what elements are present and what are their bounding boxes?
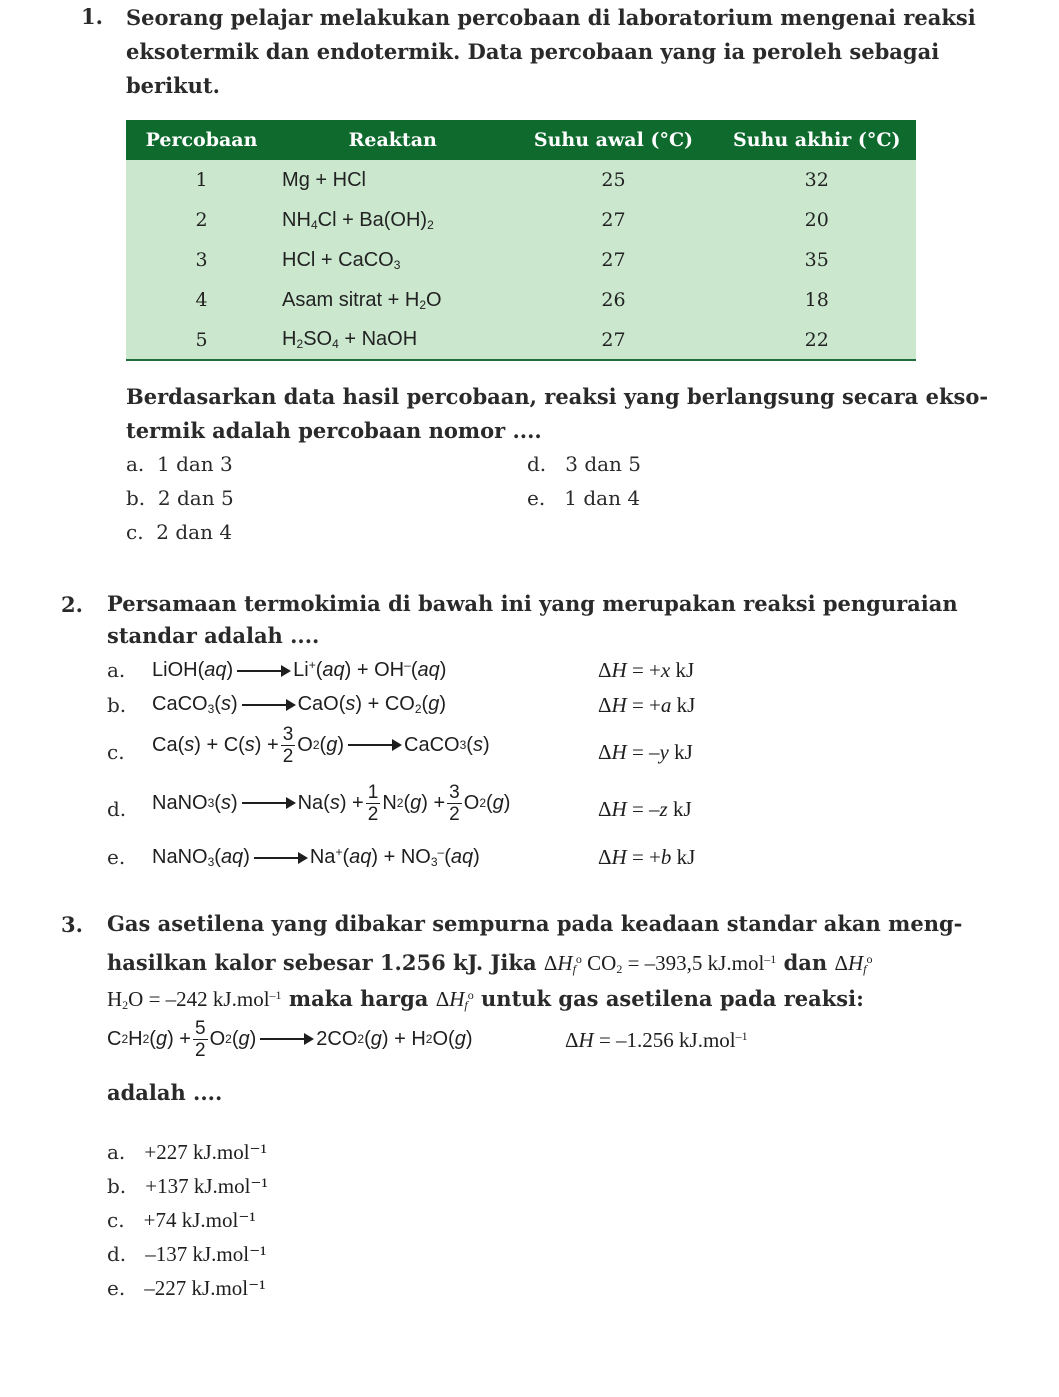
q2-option-b-equation[interactable]: CaCO$_3$(s) $CaO(s) + CO_2(g)$	[152, 693, 447, 716]
cell-awal: 27	[509, 320, 717, 360]
option-label: d.	[107, 1242, 127, 1266]
cell-no: 5	[126, 320, 277, 360]
cell-akhir: 32	[804, 169, 829, 191]
arrow-icon	[237, 670, 289, 672]
q3-option-e[interactable]	[107, 1276, 266, 1301]
q1-option-a[interactable]	[126, 452, 233, 476]
cell-no: 4	[195, 289, 208, 311]
option-text: +227 kJ.mol⁻¹	[144, 1140, 267, 1164]
arrow-icon	[260, 1038, 312, 1040]
q1-option-d[interactable]	[527, 452, 641, 476]
cell-reaktan: $NH_4Cl + Ba(OH)_2$	[282, 208, 434, 232]
header-suhu-akhir: Suhu akhir (°C)	[733, 129, 901, 151]
q1-number: 1.	[81, 4, 103, 29]
option-text: 1 dan 4	[564, 486, 641, 510]
table-row	[126, 200, 916, 240]
option-text: –227 kJ.mol⁻¹	[144, 1276, 266, 1300]
cell-no: 3	[195, 249, 208, 271]
option-label: a.	[107, 1140, 126, 1164]
table-row	[126, 280, 916, 320]
option-label: c.	[126, 520, 144, 544]
q2-option-e-label[interactable]: e.	[107, 845, 126, 869]
option-text: +137 kJ.mol⁻¹	[145, 1174, 268, 1198]
table-row	[126, 240, 916, 280]
cell-no: 2	[195, 209, 208, 231]
option-label: b.	[107, 1174, 127, 1198]
fraction: $\frac{3}{2}$	[449, 781, 460, 825]
table-header-row	[126, 120, 916, 160]
arrow-icon	[242, 704, 294, 706]
q1-option-c[interactable]	[126, 520, 232, 544]
cell-awal: 26	[601, 289, 626, 311]
q2-option-d-label[interactable]: d.	[107, 797, 127, 821]
q2-option-c-dh: ΔH = –y kJ	[598, 740, 693, 764]
q3-number: 3.	[61, 912, 83, 937]
option-label: e.	[107, 1276, 126, 1300]
header-suhu-awal: Suhu awal (°C)	[533, 129, 694, 151]
q2-option-c-equation[interactable]: Ca( s ) + C( s ) + $\frac{3}{2}$ O 2 ( g ) CaCO 3 ( s )	[152, 723, 490, 767]
option-label: d.	[527, 452, 547, 476]
experiment-table	[126, 120, 916, 361]
fraction: $\frac{5}{2}$	[194, 1017, 206, 1061]
q2-option-a-equation[interactable]: LiOH(aq) Li+(aq) + OH–(aq)	[152, 658, 447, 681]
q2-option-b-label[interactable]: b.	[107, 693, 127, 717]
q2-option-d-equation[interactable]: NaNO 3 ( s ) Na( s ) + $\frac{1}{2}$ N 2 ( g ) + $\frac{3}{2}$ O 2 ( g )	[152, 781, 511, 825]
option-label: c.	[107, 1208, 125, 1232]
q3-option-c[interactable]	[107, 1208, 256, 1233]
q3-equation: C 2 H 2 ( g ) + $\frac{5}{2}$ O 2 ( g ) 2CO 2 ( g ) + H 2 O( g )	[107, 1017, 473, 1061]
option-label: a.	[126, 452, 145, 476]
q2-text-line1: Persamaan termokimia di bawah ini yang merupakan reaksi penguraian	[107, 591, 958, 616]
q3-option-a[interactable]	[107, 1140, 267, 1165]
arrow-icon	[348, 744, 400, 746]
cell-reaktan: $H_2SO_4$ + NaOH	[277, 320, 509, 360]
q3-equation-dh: ΔH = –1.256 kJ.mol$^{-1}$	[565, 1028, 748, 1052]
q1-question-line1: Berdasarkan data hasil percobaan, reaksi yang berlangsung secara ekso-	[126, 384, 989, 409]
option-text: –137 kJ.mol⁻¹	[145, 1242, 267, 1266]
q3-option-d[interactable]	[107, 1242, 266, 1267]
q3-text-line1: Gas asetilena yang dibakar sempurna pada keadaan standar akan meng-	[107, 911, 963, 936]
cell-akhir: 20	[804, 209, 829, 231]
fraction: $\frac{3}{2}$	[282, 723, 294, 767]
cell-no: 1	[195, 169, 208, 191]
q3-text-line2: hasilkan kalor sebesar 1.256 kJ. Jika $\Delta H_f^o$ $CO_2 = -393,5$ kJ.mol$^{-1}$ dan $\Delta H_f^o$	[107, 950, 873, 976]
q2-text-line2: standar adalah ....	[107, 623, 320, 648]
option-text: +74 kJ.mol⁻¹	[143, 1208, 256, 1232]
option-text: 2 dan 4	[156, 520, 233, 544]
q2-option-e-equation[interactable]: NaNO$_3$(aq) $Na^+(aq) + NO_3^-(aq)$	[152, 845, 480, 869]
option-text: 1 dan 3	[157, 452, 233, 476]
q1-text-line3: berikut.	[126, 73, 220, 98]
cell-akhir: 18	[804, 289, 829, 311]
q2-option-e-dh: ΔH = +b kJ	[598, 845, 696, 869]
cell-reaktan: HCl + CaCO$_3$	[282, 248, 401, 272]
q3-adalah: adalah ....	[107, 1080, 223, 1105]
q2-option-b-dh: ΔH = +a kJ	[598, 693, 696, 717]
header-reaktan: Reaktan	[348, 129, 437, 151]
q3-option-b[interactable]	[107, 1174, 268, 1199]
cell-reaktan: Mg + HCl	[282, 168, 366, 191]
q2-option-d-dh: ΔH = –z kJ	[598, 797, 692, 821]
q2-number: 2.	[61, 592, 83, 617]
q1-question-line2: termik adalah percobaan nomor ....	[126, 418, 542, 443]
q1-text-line1: Seorang pelajar melakukan percobaan di laboratorium mengenai reaksi	[126, 5, 976, 30]
cell-reaktan: Asam sitrat + $H_2O$	[282, 288, 442, 312]
cell-akhir: 35	[804, 249, 829, 271]
arrow-icon	[242, 802, 294, 804]
q2-option-c-label[interactable]: c.	[107, 740, 125, 764]
option-text: 3 dan 5	[565, 452, 642, 476]
cell-awal: 27	[601, 249, 626, 271]
q1-text-line2: eksotermik dan endotermik. Data percobaan yang ia peroleh sebagai	[126, 39, 940, 64]
cell-akhir: 22	[718, 320, 916, 360]
cell-awal: 27	[601, 209, 626, 231]
q3-text-line3: $H_2O = -242$ kJ.mol$^{-1}$ maka harga $\Delta H_f^o$ untuk gas asetilena pada reaksi:	[107, 986, 864, 1012]
option-label: e.	[527, 486, 546, 510]
option-text: 2 dan 5	[157, 486, 234, 510]
q2-option-a-label[interactable]: a.	[107, 658, 126, 682]
table-row	[126, 320, 916, 360]
table-row	[126, 160, 916, 200]
cell-awal: 25	[601, 169, 626, 191]
arrow-icon	[254, 857, 306, 859]
fraction: $\frac{1}{2}$	[367, 781, 379, 825]
q1-option-b[interactable]	[126, 486, 234, 510]
header-percobaan: Percobaan	[145, 129, 258, 151]
q1-option-e[interactable]	[527, 486, 640, 510]
option-label: b.	[126, 486, 146, 510]
q2-option-a-dh: ΔH = +x kJ	[598, 658, 695, 682]
